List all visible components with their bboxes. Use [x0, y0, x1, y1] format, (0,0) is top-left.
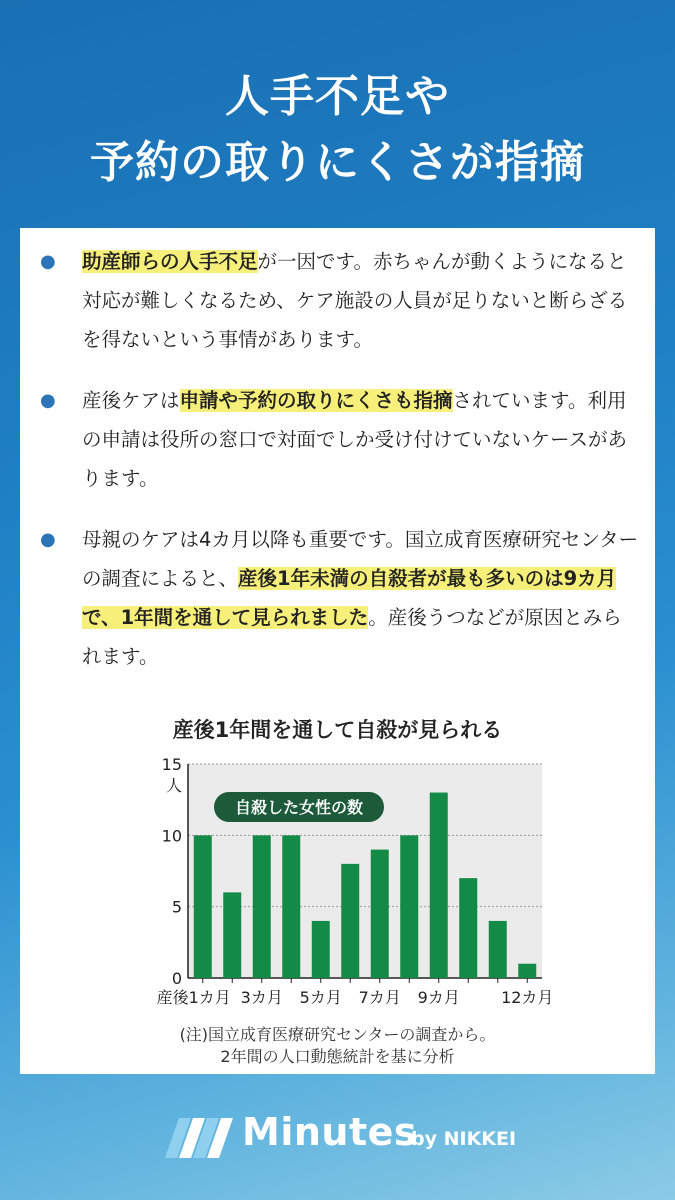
- bar: [518, 964, 536, 978]
- bar: [341, 864, 359, 978]
- bullet-text: が一因です。赤ちゃんが動くようになると対応が難しくなるため、ケア施設の人員が足りないと断らざるを得ないという事情があります。: [82, 250, 628, 351]
- bar: [430, 793, 448, 978]
- bullet-dot-icon: ●: [40, 251, 56, 272]
- bullet-item: [20, 381, 655, 498]
- bar: [282, 835, 300, 978]
- bar: [459, 878, 477, 978]
- headline-line-1: 人手不足や: [225, 71, 450, 122]
- bar: [194, 835, 212, 978]
- headline: [0, 64, 675, 196]
- chart-note: [20, 1024, 655, 1068]
- headline-line-2: 予約の取りにくさが指摘: [90, 137, 585, 188]
- bar: [489, 921, 507, 978]
- bar: [400, 835, 418, 978]
- brand-by: by NIKKEI: [411, 1128, 517, 1150]
- x-tick-label: 5カ月: [299, 988, 342, 1007]
- bar: [312, 921, 330, 978]
- legend-label: 自殺した女性の数: [234, 798, 364, 817]
- bullet-list: [20, 242, 655, 698]
- bar: [253, 835, 271, 978]
- minutes-logo-icon: [165, 1114, 233, 1158]
- bullet-highlight: 申請や予約の取りにくさも指摘: [179, 389, 453, 412]
- bullet-text: 産後ケアは: [82, 389, 180, 412]
- x-tick-label: 3カ月: [240, 988, 283, 1007]
- x-tick-label: 12カ月: [501, 988, 554, 1007]
- chart-note-line-2: 2年間の人口動態統計を基に分析: [220, 1047, 455, 1066]
- bullet-dot-icon: ●: [40, 390, 56, 411]
- bullet-text: 母親のケアは4カ月以降も重要です。国立成育医療研究センターの調査によると、: [82, 528, 639, 590]
- x-tick-label: 産後1カ月: [156, 988, 231, 1007]
- bar: [371, 850, 389, 978]
- y-tick-label: 0: [171, 969, 182, 988]
- bar: [223, 892, 241, 978]
- y-tick-label: 15: [161, 755, 182, 774]
- content-card: [20, 228, 655, 1074]
- y-axis-unit: 人: [165, 776, 182, 795]
- bullet-item: [20, 242, 655, 359]
- bullet-text: 。産後うつなどが原因とみられます。: [82, 606, 622, 668]
- y-tick-label: 10: [161, 826, 182, 846]
- bullet-text: されています。利用の申請は役所の窓口で対面でしか受け付けていないケースがあります。: [82, 389, 628, 490]
- bar-chart: [20, 740, 655, 1030]
- brand-name: Minutes: [242, 1110, 418, 1154]
- x-tick-label: 9カ月: [417, 988, 460, 1007]
- bullet-item: [20, 520, 655, 676]
- chart-title: 産後1年間を通して自殺が見られる: [172, 718, 503, 742]
- bullet-dot-icon: ●: [40, 529, 56, 550]
- footer: [0, 1110, 675, 1170]
- bullet-highlight: 産後1年未満の自殺者が最も多いのは9カ月で、1年間を通して見られました: [82, 567, 617, 629]
- chart-note-line-1: (注)国立成育医療研究センターの調査から。: [179, 1025, 496, 1044]
- y-tick-label: 5: [171, 897, 182, 917]
- x-tick-label: 7カ月: [358, 988, 401, 1007]
- bullet-highlight: 助産師らの人手不足: [82, 250, 258, 273]
